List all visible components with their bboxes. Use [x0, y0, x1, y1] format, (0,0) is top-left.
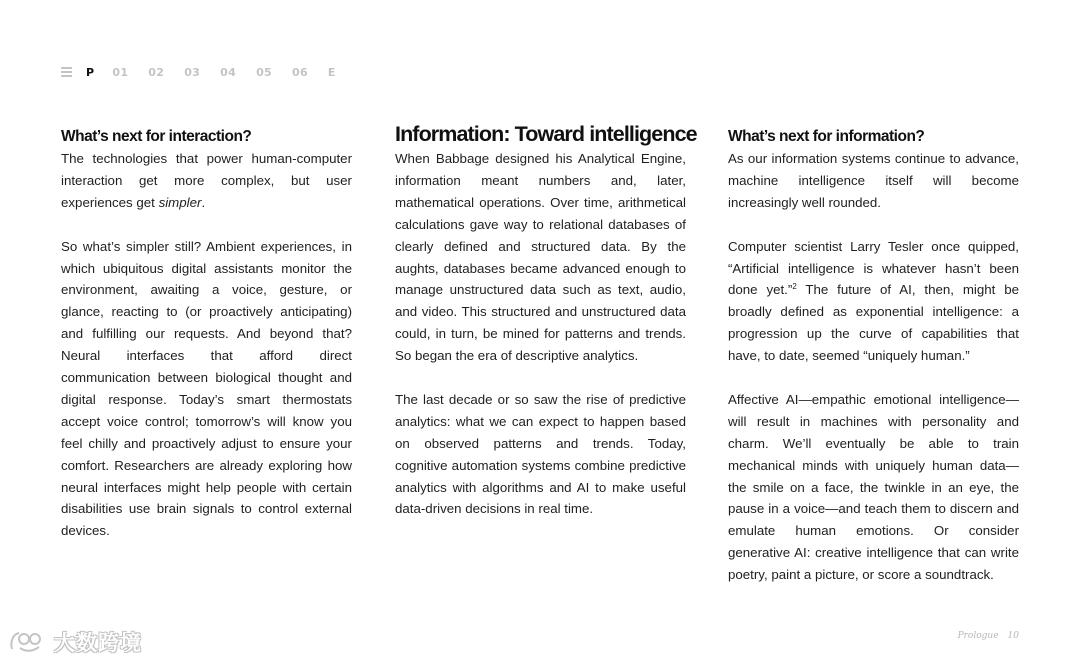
- interaction-paragraph-1: The technologies that power human-computer interaction get more complex, but user experiences get simpler.: [61, 151, 352, 210]
- future-information-paragraph-3: Affective AI—empathic emotional intelligence—will result in machines with personality and charm. We’ll eventually be able to train mechanical minds with uniquely human data—the smile on a face, the twinkle in an eye, the pause in a voice—and teach them to discern and emulate human emotions. Or consider generative AI: creative intelligence that can write poetry, paint a picture, or score a soundtrack.: [728, 391, 1019, 583]
- information-paragraph-2: The last decade or so saw the rise of predictive analytics: what we can expect to happen based on observed patterns and trends. Today, cognitive automation systems combine predictive analytics with algorithms and AI to make useful data-driven decisions in real time.: [395, 391, 686, 517]
- nav-item-02[interactable]: 02: [148, 65, 165, 79]
- nav-item-01[interactable]: 01: [112, 65, 129, 79]
- future-information-column: [728, 121, 1019, 608]
- nav-item-05[interactable]: 05: [256, 65, 272, 79]
- future-information-paragraph-1: As our information systems continue to advance, machine intelligence itself will become increasingly well rounded.: [728, 151, 1019, 210]
- nav-item-prologue[interactable]: P: [86, 65, 95, 79]
- footnote-ref-2[interactable]: 2: [792, 282, 797, 292]
- footer-section-label: Prologue: [957, 631, 999, 641]
- interaction-heading: What’s next for interaction?: [61, 128, 252, 145]
- nav-item-06[interactable]: 06: [291, 65, 308, 79]
- watermark-logo-icon: [8, 629, 48, 655]
- watermark-text: 大数跨境: [54, 631, 142, 655]
- chapter-nav: [61, 64, 336, 80]
- nav-item-03[interactable]: 03: [184, 65, 201, 79]
- interaction-paragraph-2: So what’s simpler still? Ambient experiences, in which ubiquitous digital assistants monitor the environment, awaiting a voice, gesture, or glance, reacting to (or proactively anticipating) and fulfilling our requests. And beyond that? Neural interfaces that afford direct communication between biological thought and digital response. Today’s smart thermostats accept voice control; tomorrow’s will know you feel chilly and proactively adjust to ensure your comfort. Researchers are already exploring how neural interfaces might help people with certain disabilities use brain signals to control external devices.: [61, 238, 352, 539]
- menu-icon[interactable]: [61, 67, 72, 77]
- interaction-column: [61, 121, 352, 564]
- watermark: [8, 627, 142, 657]
- page-footer: [958, 631, 1019, 641]
- section-title: Information: Toward intelligence: [395, 122, 697, 146]
- information-column: [395, 121, 697, 542]
- future-information-heading: What’s next for information?: [728, 128, 925, 145]
- information-paragraph-1: When Babbage designed his Analytical Engine, information meant numbers and, later, mathematical operations. Over time, arithmetical calculations gave way to relational databases of clearly defined and structured data. By the aughts, databases became advanced enough to manage unstructured data such as text, audio, and video. This structured and unstructured data could, in turn, be mined for patterns and trends. So began the era of descriptive analytics.: [395, 151, 686, 364]
- future-information-paragraph-2: Computer scientist Larry Tesler once quipped, “Artificial intelligence is whatever hasn’t been done yet.”$^2$ The future of AI, then, might be broadly defined as exponential intelligence: a progression up the curve of capabilities that have, to date, seemed “uniquely human.”: [728, 238, 1019, 364]
- page-number: 10: [1007, 631, 1019, 641]
- nav-item-epilogue[interactable]: E: [327, 65, 336, 79]
- nav-item-04[interactable]: 04: [220, 65, 237, 79]
